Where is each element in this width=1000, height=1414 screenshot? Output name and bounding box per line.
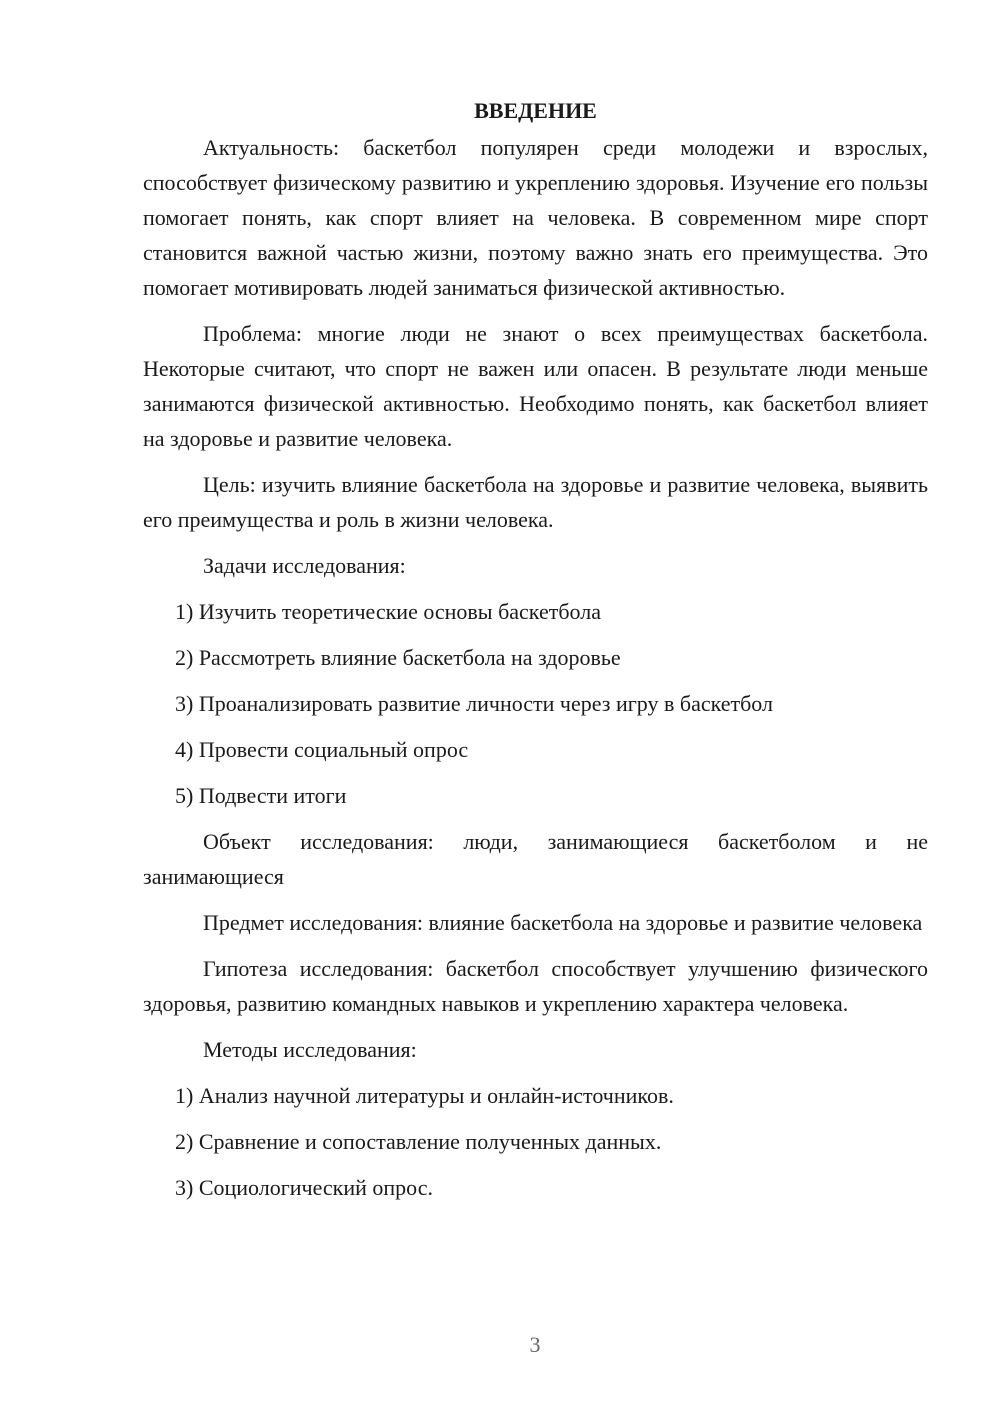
- page-number: 3: [529, 1332, 541, 1357]
- task-item: 5) Подвести итоги: [175, 783, 347, 808]
- problem-paragraph: Проблема: многие люди не знают о всех преимуществах баскетбола. Некоторые считают, что спорт не важен или опасен. В результате люди меньше занимаются физической активностью. Необходимо понять, как баскетбол влияет на здоровье и развитие человека.: [143, 321, 928, 451]
- tasks-label: Задачи исследования:: [203, 553, 406, 578]
- relevance-paragraph: Актуальность: баскетбол популярен среди молодежи и взрослых, способствует физическому развитию и укреплению здоровья. Изучение его пользы помогает понять, как спорт влияет на человека. В современном мире спорт становится важной частью жизни, поэтому важно знать его преимущества. Это помогает мотивировать людей заниматься физической активностью.: [143, 135, 928, 300]
- method-item: 3) Социологический опрос.: [175, 1175, 433, 1200]
- task-item: 4) Провести социальный опрос: [175, 737, 469, 762]
- methods-label: Методы исследования:: [203, 1037, 417, 1062]
- hypothesis-paragraph: Гипотеза исследования: баскетбол способствует улучшению физического здоровья, развитию командных навыков и укреплению характера человека.: [143, 956, 928, 1016]
- section-heading: ВВЕДЕНИЕ: [474, 98, 597, 123]
- goal-paragraph: Цель: изучить влияние баскетбола на здоровье и развитие человека, выявить его преимущества и роль в жизни человека.: [143, 472, 928, 532]
- subject-paragraph: Предмет исследования: влияние баскетбола на здоровье и развитие человека: [203, 910, 923, 935]
- task-item: 2) Рассмотреть влияние баскетбола на здоровье: [175, 645, 621, 670]
- task-item: 1) Изучить теоретические основы баскетбола: [175, 599, 601, 624]
- method-item: 2) Сравнение и сопоставление полученных данных.: [175, 1129, 662, 1154]
- method-item: 1) Анализ научной литературы и онлайн-источников.: [175, 1083, 674, 1108]
- object-paragraph: Объект исследования: люди, занимающиеся баскетболом и не занимающиеся: [143, 829, 928, 889]
- page-content: [143, 92, 928, 1216]
- task-item: 3) Проанализировать развитие личности через игру в баскетбол: [175, 691, 773, 716]
